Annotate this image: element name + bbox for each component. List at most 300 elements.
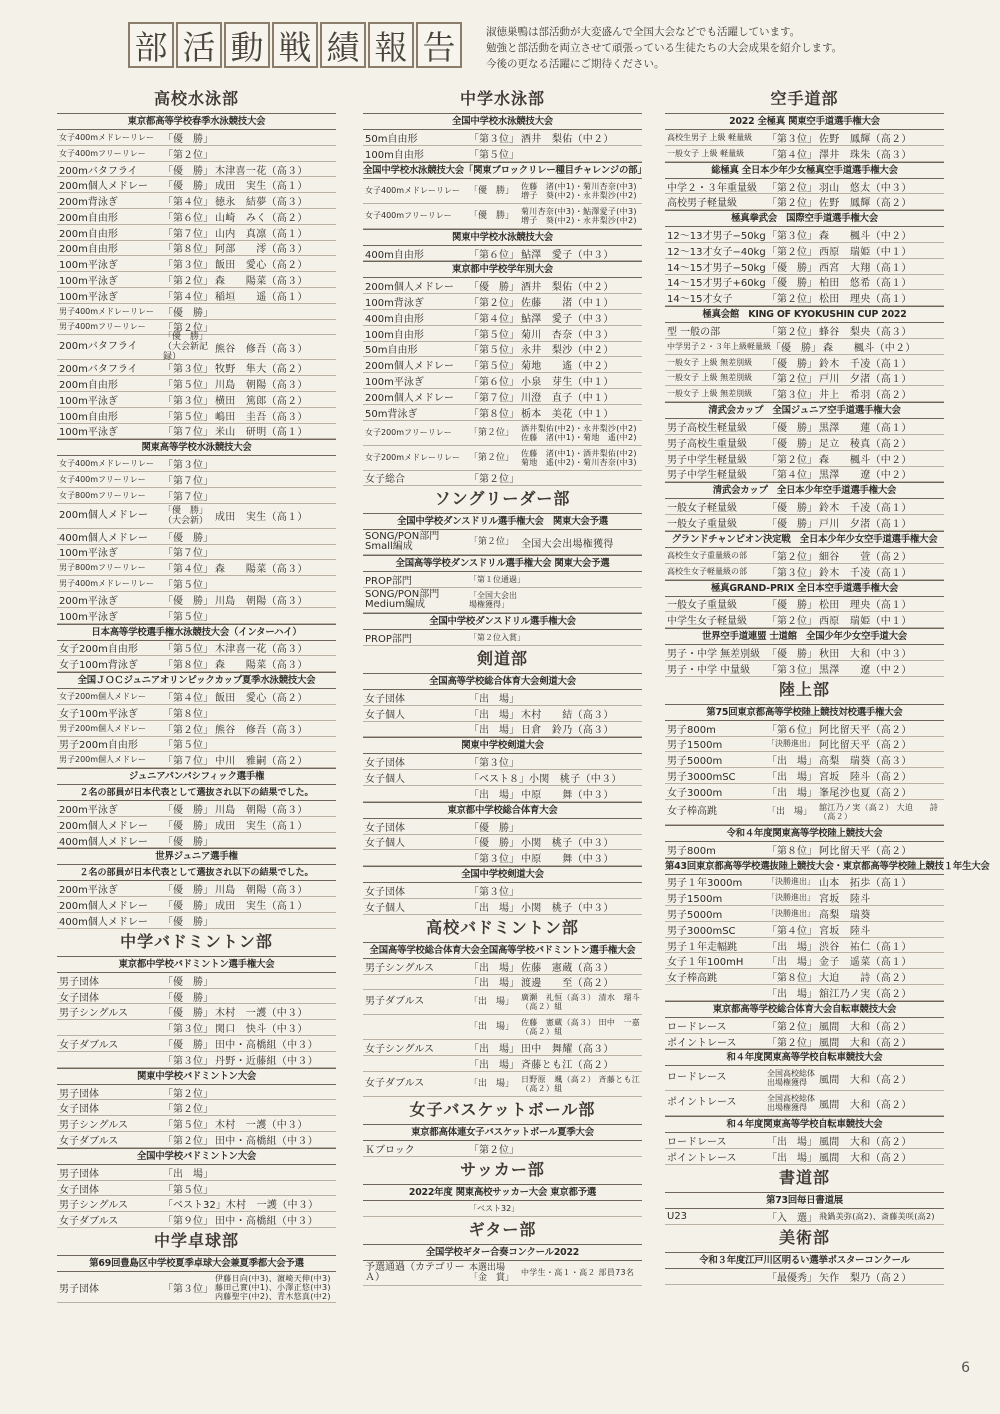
result-row xyxy=(363,835,642,851)
result-row xyxy=(363,588,642,613)
result-row xyxy=(363,959,642,975)
result-row xyxy=(57,146,336,162)
result-row xyxy=(665,1091,944,1116)
event-title: 全国高等学校総合体育大会剣道大会 xyxy=(363,673,642,690)
event-name: ロードレース xyxy=(667,1137,727,1149)
result-row xyxy=(57,130,336,146)
result-rank: 「優 勝」 xyxy=(767,262,817,274)
event-name: 400m個人メドレー xyxy=(59,836,148,848)
result-rank: 「第８位」 xyxy=(163,708,213,720)
athlete-name: 木津喜一花（高３） xyxy=(215,165,308,177)
result-rank: 「第７位」 xyxy=(163,228,213,240)
athlete-name: 秋田 大和（中３） xyxy=(819,649,912,661)
event-title: 第73回毎日書道展 xyxy=(665,1192,944,1209)
result-rank: 「優 勝」 xyxy=(163,916,213,928)
event-name: 男子1500m xyxy=(667,740,723,752)
result-rank: 「優 勝」 xyxy=(469,838,519,850)
result-rank: 「第４位」 xyxy=(767,925,817,937)
result-row xyxy=(57,225,336,241)
event-name: 女子個人 xyxy=(365,902,405,914)
result-rank: 「第６位」 xyxy=(469,249,519,261)
event-name: 型 一般の部 xyxy=(667,327,721,339)
result-rank: 「出 場」 xyxy=(767,806,813,817)
athlete-name: 酒井 梨佑（中２） xyxy=(521,133,614,145)
result-rank: 「決勝進出」 xyxy=(767,739,815,749)
athlete-name: 森 陽菜（高３） xyxy=(215,660,308,672)
result-row xyxy=(363,1201,642,1217)
result-rank: 「第３位」 xyxy=(163,260,213,272)
event-name: 男子１年走幅跳 xyxy=(667,941,737,953)
section-heading: 空手道部 xyxy=(770,89,839,108)
event-title: 東京都中学校学年別大会 xyxy=(363,261,642,278)
event-title: 日本高等学校選手権水泳競技大会（インターハイ） xyxy=(57,624,336,641)
event-name: 男子シングルス xyxy=(59,1008,128,1020)
event-name: 50m自由形 xyxy=(365,345,418,357)
event-name: 男子団体 xyxy=(59,976,99,988)
result-rank: 「優 勝」 xyxy=(767,358,817,370)
result-row xyxy=(665,953,944,969)
event-title: 全国中学校水泳競技大会 xyxy=(363,113,642,130)
result-row xyxy=(665,146,944,162)
result-row xyxy=(57,193,336,209)
result-row xyxy=(57,332,336,363)
result-rank: 「第５位」 xyxy=(163,1120,213,1132)
result-rank: 「第７位」 xyxy=(163,491,213,503)
result-row xyxy=(57,1181,336,1197)
event-name: 女子400mフリーリレー xyxy=(59,475,146,485)
result-row xyxy=(665,275,944,291)
athlete-name: 山内 真凛（高１） xyxy=(215,228,308,240)
event-name: SONG/PON部門 Medium編成 xyxy=(365,589,440,611)
result-rank: 「第４位」 xyxy=(163,693,213,705)
event-name: 女子棒高跳 xyxy=(667,973,717,985)
athlete-name: 飛鍋美弥(高2)、斎藤美咲(高2) xyxy=(819,1211,935,1221)
athlete-name: 牧野 隼大（高２） xyxy=(215,364,308,376)
event-title: 関東中学校バドミントン大会 xyxy=(57,1068,336,1085)
result-rank: 「第５位」 xyxy=(163,611,213,623)
result-rank: 「出 場」 xyxy=(469,1044,519,1056)
athlete-name: 鈴木 千凌（高１） xyxy=(819,503,912,515)
athlete-name: 全国大会出場権獲得 xyxy=(521,538,614,550)
event-name: ロードレース xyxy=(667,1072,727,1084)
result-row xyxy=(665,435,944,451)
athlete-name: 米山 研明（高１） xyxy=(215,427,308,439)
result-row xyxy=(363,294,642,310)
event-name: 女子400mフリーリレー xyxy=(59,148,146,158)
result-rank: 「第５位」 xyxy=(469,345,519,357)
result-rank: 「優 勝」（大会新） xyxy=(163,505,209,526)
intro-line: 今後の更なる活躍にご期待ください。 xyxy=(486,58,665,70)
event-name: 高校生女子重量級の部 xyxy=(667,550,747,560)
event-name: 女子団体 xyxy=(365,887,405,899)
result-row xyxy=(665,179,944,195)
event-name: 100m平泳ぎ xyxy=(59,276,118,288)
athlete-name: 松田 理央（高１） xyxy=(819,600,912,612)
result-rank: 「第２位」 xyxy=(767,327,817,339)
result-rank: 「優 勝」 xyxy=(469,282,519,294)
title-char: 報 xyxy=(368,22,414,68)
result-row xyxy=(363,179,642,204)
result-rank: 「第７位」 xyxy=(163,427,213,439)
result-row xyxy=(363,1141,642,1157)
result-rank: 「第７位」 xyxy=(163,548,213,560)
athlete-name: 木村 一護（中３） xyxy=(215,1120,308,1132)
result-rank: 「出 場」 xyxy=(163,1168,213,1180)
athlete-name: 舘江乃ノ実（高２） xyxy=(819,988,912,1000)
result-row xyxy=(57,881,336,897)
section-heading: 中学水泳部 xyxy=(459,89,545,108)
event-title: 全国中学校剣道大会 xyxy=(363,866,642,883)
event-title: 東京都中学校総合体育大会 xyxy=(363,802,642,819)
result-row xyxy=(57,608,336,624)
result-rank: 「出 場」 xyxy=(469,997,515,1008)
event-name: 女子ダブルス xyxy=(365,1077,425,1089)
athlete-name: 徳永 結夢（高３） xyxy=(215,197,308,209)
result-rank: 「出 場」 xyxy=(767,787,817,799)
result-row xyxy=(665,290,944,306)
result-row xyxy=(363,975,642,991)
result-row xyxy=(363,706,642,722)
result-row xyxy=(363,246,642,262)
result-row xyxy=(363,310,642,326)
athlete-name: 田中 舞耀（高３） xyxy=(521,1044,614,1056)
event-name: 200m自由形 xyxy=(59,212,118,224)
event-title: 第75回東京都高等学校陸上競技対校選手権大会 xyxy=(665,704,944,721)
event-title: 全国中学校ダンスドリル選手権大会 xyxy=(363,613,642,630)
event-title: 令和４年度関東高等学校陸上競技大会 xyxy=(665,825,944,842)
athlete-name: 澤井 珠朱（高３） xyxy=(819,149,912,161)
event-name: 50m自由形 xyxy=(365,133,418,145)
result-row xyxy=(57,1165,336,1181)
result-row xyxy=(57,817,336,833)
result-row xyxy=(57,592,336,608)
athlete-name: 菊地 遙（中２） xyxy=(521,361,614,373)
event-note: ２名の部員が日本代表として選抜され以下の結果でした。 xyxy=(57,785,336,801)
result-rank: 「優 勝」 xyxy=(163,307,213,319)
athlete-name: 日野原 颯（高２） 斉藤とも江（高２）組 xyxy=(521,1074,641,1093)
athlete-name: 木津喜一花（高３） xyxy=(215,644,308,656)
result-row xyxy=(57,576,336,592)
event-name: 14〜15才男子−50kg xyxy=(667,262,766,274)
athlete-name: 佐藤 渚(中1)・酒井梨佑(中2) 菊地 遙(中2)・菊川杏奈(中3) xyxy=(521,448,637,467)
result-row xyxy=(57,424,336,440)
event-name: ポイントレース xyxy=(667,1097,737,1109)
result-row xyxy=(57,1052,336,1068)
athlete-name: 飯田 愛心（高２） xyxy=(215,260,308,272)
athlete-name: 川島 朝陽（高３） xyxy=(215,885,308,897)
event-name: 女子団体 xyxy=(365,693,405,705)
result-rank: 「第４位」 xyxy=(767,470,817,482)
result-row xyxy=(665,1066,944,1091)
result-row xyxy=(57,1212,336,1228)
event-name: 一般女子 上級 無差別級 xyxy=(667,389,753,399)
result-rank: 「第５位」 xyxy=(163,411,213,423)
result-row xyxy=(665,323,944,339)
event-title: 清武会カップ 全国ジュニア空手道選手権大会 xyxy=(665,402,944,419)
result-rank: 「第２位」 xyxy=(163,276,213,288)
athlete-name: 成田 実生（高１） xyxy=(215,181,308,193)
section-heading: 剣道部 xyxy=(476,648,528,668)
event-name: 男子400mメドレーリレー xyxy=(59,579,155,589)
event-title: 全国中学校水泳競技大会「関東ブロックリレー種目チャレンジの部」 xyxy=(363,162,642,179)
result-row xyxy=(665,721,944,737)
page-number: 6 xyxy=(961,1360,970,1376)
section-heading: 中学バドミントン部 xyxy=(120,931,273,951)
athlete-name: 羽山 悠太（中３） xyxy=(819,182,912,194)
result-row xyxy=(57,272,336,288)
result-rank: 「第３位」 xyxy=(163,1283,213,1295)
result-row xyxy=(57,545,336,561)
result-row xyxy=(57,256,336,272)
result-rank: 「第４位」 xyxy=(469,313,519,325)
result-rank: 「出 場」 xyxy=(469,1022,515,1033)
athlete-name: 井上 希羽（高２） xyxy=(819,390,912,402)
result-row xyxy=(363,786,642,802)
result-row xyxy=(665,1034,944,1050)
result-row xyxy=(665,906,944,922)
result-row xyxy=(57,689,336,705)
result-row xyxy=(57,705,336,721)
athlete-name: 矢作 梨乃（高２） xyxy=(819,1272,912,1284)
result-row xyxy=(363,130,642,146)
result-rank: 「第８位」 xyxy=(163,660,213,672)
athlete-name: 関口 快斗（中３） xyxy=(215,1024,308,1036)
result-rank: 「第３位」 xyxy=(469,758,519,770)
event-name: 中学男子２・３年上級軽量級 xyxy=(667,341,771,351)
intro-text xyxy=(486,24,842,72)
result-rank: 「第８位」 xyxy=(767,973,817,985)
event-name: 14〜15才男子+60kg xyxy=(667,278,766,290)
event-name: 男子5000m xyxy=(667,756,723,768)
athlete-name: 風間 大和（高２） xyxy=(819,1021,912,1033)
column-right xyxy=(665,86,990,1285)
result-row xyxy=(363,770,642,786)
event-name: 男子中学生軽量級 xyxy=(667,470,747,482)
event-title: 和４年度関東高等学校自転車競技大会 xyxy=(665,1049,944,1066)
result-rank: 「第４位」 xyxy=(163,564,213,576)
athlete-name: 佐藤 渚（中１） xyxy=(521,298,614,310)
result-rank: 「第２位」 xyxy=(469,427,515,438)
section-heading: 高校バドミントン部 xyxy=(426,917,579,937)
result-rank: 「出 場」 xyxy=(469,978,519,990)
result-rank: 「優 勝」 xyxy=(163,836,213,848)
event-name: 200m自由形 xyxy=(59,380,118,392)
event-name: 100m自由形 xyxy=(365,149,424,161)
event-name: 女子個人 xyxy=(365,774,405,786)
event-name: 予選通過（カテゴリーＡ） xyxy=(365,1261,465,1283)
event-name: 男子ダブルス xyxy=(365,996,425,1008)
event-name: 200m平泳ぎ xyxy=(59,805,118,816)
event-name: 200m個人メドレー xyxy=(365,361,454,373)
athlete-name: 風間 大和（高２） xyxy=(819,1153,912,1165)
event-title: 関東高等学校水泳競技大会 xyxy=(57,439,336,456)
section-heading: 陸上部 xyxy=(778,679,830,699)
result-rank: 「優 勝」 xyxy=(163,885,213,897)
result-row xyxy=(57,833,336,849)
athlete-name: 森 楓斗（中２） xyxy=(819,231,912,243)
athlete-name: 松田 理央（高１） xyxy=(819,294,912,306)
athlete-name: 森 陽菜（高３） xyxy=(215,564,308,576)
result-row xyxy=(665,548,944,564)
athlete-name: 中川 雅嗣（高２） xyxy=(215,756,308,768)
result-row xyxy=(57,504,336,529)
event-name: 200m個人メドレー xyxy=(365,282,454,294)
result-row xyxy=(57,376,336,392)
event-name: 女子団体 xyxy=(365,758,405,770)
result-row xyxy=(665,985,944,1001)
result-row xyxy=(363,373,642,389)
result-row xyxy=(665,661,944,677)
athlete-name: 宮坂 陸斗 xyxy=(819,894,871,906)
result-row xyxy=(57,456,336,472)
athlete-name: 黒澤 遼（中２） xyxy=(819,664,912,676)
event-name: 男子シングルス xyxy=(59,1200,128,1212)
event-name: 男子シングルス xyxy=(59,1120,128,1132)
athlete-name: 木村 結（高３） xyxy=(521,709,614,721)
event-name: 男子団体 xyxy=(59,1088,99,1100)
result-rank: 「第５位」 xyxy=(163,644,213,656)
result-rank: 「第７位」 xyxy=(469,392,519,404)
event-name: 男子1500m xyxy=(667,894,723,906)
result-row xyxy=(363,572,642,588)
result-row xyxy=(665,768,944,784)
athlete-name: 西宮 大翔（高１） xyxy=(819,262,912,274)
result-rank: 「出 場」 xyxy=(469,1060,519,1072)
event-name: 200m個人メドレー xyxy=(59,509,148,521)
result-row xyxy=(665,259,944,275)
section-heading: ギター部 xyxy=(468,1219,537,1239)
result-rank: 「第２位」 xyxy=(163,724,213,736)
event-name: ロードレース xyxy=(667,1021,727,1033)
result-rank: 「第３位」 xyxy=(163,364,213,376)
event-name: 男子中学生軽量級 xyxy=(667,454,747,466)
event-title: 令和３年度江戸川区明るい選挙ポスターコンクール xyxy=(665,1252,944,1269)
athlete-name: 大迫 詩（高２） xyxy=(819,973,912,985)
result-rank: 「第８位」 xyxy=(767,845,817,857)
event-name: ポイントレース xyxy=(667,1037,737,1049)
result-row xyxy=(363,530,642,555)
event-name: 男子200m自由形 xyxy=(59,740,138,752)
athlete-name: 佐野 鳳輝（高２） xyxy=(819,133,912,145)
section-heading: サッカー部 xyxy=(460,1159,545,1179)
athlete-name: 渋谷 祐仁（高１） xyxy=(819,941,912,953)
athlete-name: 戸川 夕渚（高１） xyxy=(819,374,912,386)
result-rank: 「第２位」 xyxy=(163,1088,213,1100)
event-name: Ｋブロック xyxy=(365,1144,415,1156)
event-name: U23 xyxy=(667,1210,688,1222)
athlete-name: 斉藤とも江（高２） xyxy=(521,1060,614,1072)
result-rank: 「第２位」 xyxy=(163,323,213,335)
result-rank: 「第３位」 xyxy=(163,1055,213,1067)
result-rank: 「優 勝」 xyxy=(163,181,213,193)
event-name: 女子400mメドレーリレー xyxy=(365,186,461,196)
athlete-name: 佐野 鳳輝（高２） xyxy=(819,198,912,210)
title-char: 部 xyxy=(128,22,174,68)
result-row xyxy=(665,194,944,210)
column-center xyxy=(363,86,647,1286)
event-name: 100m平泳ぎ xyxy=(59,395,118,407)
result-rank: 「優 勝」 xyxy=(163,901,213,913)
result-row xyxy=(363,1056,642,1072)
athlete-name: 永井 梨沙（中２） xyxy=(521,345,614,357)
event-name: 100m平泳ぎ xyxy=(59,427,118,439)
athlete-name: 佐藤 憲蔵（高３） xyxy=(521,962,614,974)
event-name: 女子200m自由形 xyxy=(59,644,138,656)
result-row xyxy=(665,227,944,243)
result-rank: 「決勝進出」 xyxy=(767,877,815,887)
result-row xyxy=(57,1004,336,1020)
athlete-name: 中原 舞（中３） xyxy=(521,854,614,866)
event-name: 男子団体 xyxy=(59,1168,99,1180)
result-rank: 「第２位」 xyxy=(767,198,817,210)
title-char: 戦 xyxy=(272,22,318,68)
result-row xyxy=(57,1272,336,1303)
result-rank: 「決勝進出」 xyxy=(767,908,815,918)
athlete-name: 山本 拓歩（高１） xyxy=(819,878,912,890)
result-rank: 「優 勝」 xyxy=(767,423,817,435)
event-name: 男子400mフリーリレー xyxy=(59,322,146,332)
event-name: 女子棒高跳 xyxy=(667,805,717,817)
intro-line: 淑徳巣鴨は部活動が大変盛んで全国大会などでも活躍しています。 xyxy=(486,26,801,38)
event-title: 和４年度関東高等学校自転車競技大会 xyxy=(665,1116,944,1133)
event-name: SONG/PON部門 Small編成 xyxy=(365,531,440,553)
event-title: 東京都高等学校総合体育大会自転車競技大会 xyxy=(665,1001,944,1018)
event-name: PROP部門 xyxy=(365,576,412,588)
event-name: 200m個人メドレー xyxy=(59,181,148,193)
event-name: 一般女子重量級 xyxy=(667,600,737,612)
athlete-name: 日倉 鈴乃（高３） xyxy=(521,725,614,737)
event-name: 女子200mフリーリレー xyxy=(365,428,452,438)
result-row xyxy=(665,499,944,515)
athlete-name: 伊藤日向(中3)、濵崎天伸(中3) 藤田己實(中1)、小澤正悠(中3) 内藤聖宇(中2)、青木悠真(中2) xyxy=(215,1273,331,1301)
result-rank: 「第５位」 xyxy=(163,1184,213,1196)
result-row xyxy=(363,471,642,487)
result-rank: 「優 勝」 xyxy=(163,133,213,145)
result-rank: 「第２位」 xyxy=(469,474,519,486)
result-row xyxy=(57,1100,336,1116)
result-row xyxy=(57,392,336,408)
result-row xyxy=(363,204,642,229)
result-row xyxy=(57,408,336,424)
result-row xyxy=(363,690,642,706)
athlete-name: 佐藤 渚(中1)・菊川杏奈(中3) 増子 葵(中2)・永井梨沙(中2) xyxy=(521,181,637,200)
result-rank: 全国高校総体出場権獲得 xyxy=(767,1069,815,1088)
result-rank: 全国高校総体出場権獲得 xyxy=(767,1094,815,1113)
athlete-name: 中学生・高１・高２ 部員73名 xyxy=(521,1268,635,1277)
result-rank: 「第２位」 xyxy=(469,537,515,548)
result-row xyxy=(665,564,944,580)
event-name: 女子200m個人メドレー xyxy=(59,692,147,701)
athlete-name: 熊谷 修吾（高３） xyxy=(215,724,308,736)
result-row xyxy=(57,1132,336,1148)
event-name: 男子3000mSC xyxy=(667,925,736,937)
event-title: 清武会カップ 全日本少年空手道選手権大会 xyxy=(665,482,944,499)
athlete-name: 戸川 夕渚（高１） xyxy=(819,519,912,531)
result-rank: 「優 勝」 xyxy=(163,820,213,832)
athlete-name: 酒井梨佑(中2)・永井梨沙(中2) 佐藤 渚(中1)・菊地 遙(中2) xyxy=(521,423,637,442)
event-title: 第43回東京都高等学校選抜陸上競技大会・東京都高等学校陸上競技１年生大会 xyxy=(665,858,944,875)
result-rank: 「第２位」 xyxy=(163,1135,213,1147)
athlete-name: 鈴木 千凌（高１） xyxy=(819,567,912,579)
athlete-name: 菊川 杏奈（中３） xyxy=(521,329,614,341)
result-row xyxy=(665,922,944,938)
event-name: 女子団体 xyxy=(59,992,99,1004)
result-row xyxy=(363,421,642,446)
event-title: 関東中学校剣道大会 xyxy=(363,737,642,754)
event-name: 男子200m個人メドレー xyxy=(59,723,147,733)
athlete-name: 峯尾沙也夏（高２） xyxy=(819,787,912,799)
event-name: 男子800m xyxy=(667,845,716,857)
